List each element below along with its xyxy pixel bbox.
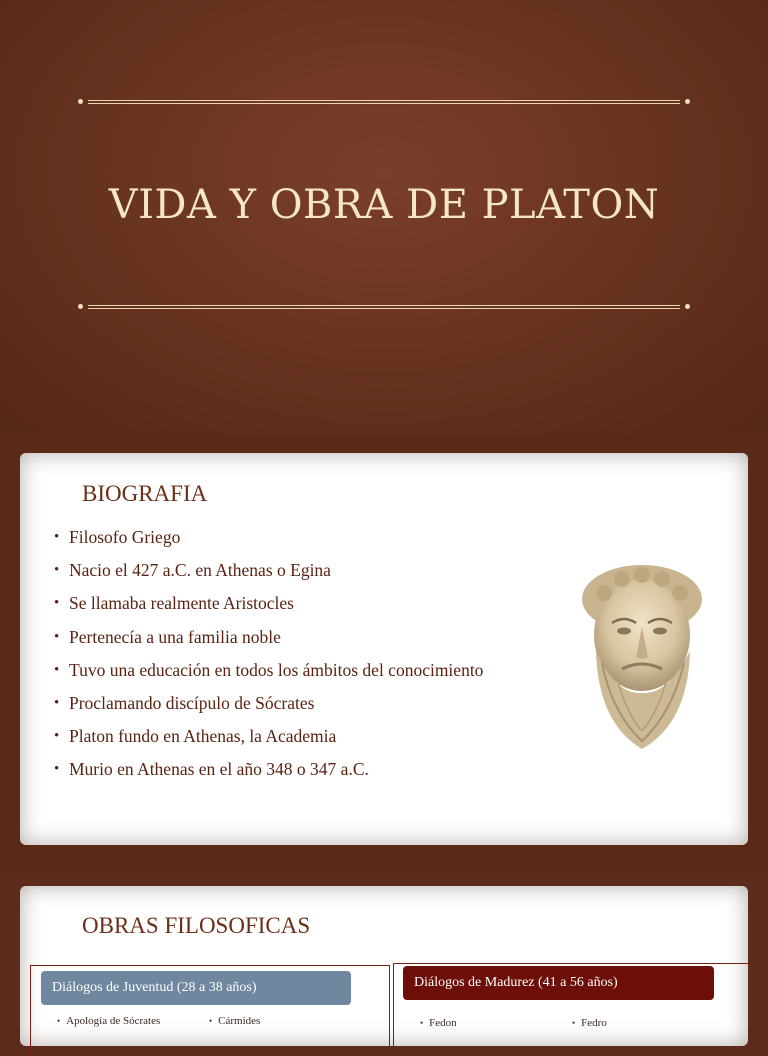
juventud-column: [30, 965, 390, 1056]
title-slide: [0, 0, 768, 434]
list-item: • Nacio el 427 a.C. en Athenas o Egina: [54, 558, 483, 591]
list-item: • Fedon: [420, 1017, 457, 1029]
list-item: • Tuvo una educación en todos los ámbitos del conocimiento: [54, 658, 483, 691]
madurez-label: Diálogos de Madurez (41 a 56 años): [403, 966, 714, 1000]
list-item: • Murio en Athenas en el año 348 o 347 a.C.: [54, 757, 483, 790]
biografia-slide: [20, 453, 748, 845]
plato-bust-image: [572, 563, 712, 757]
obras-heading: OBRAS FILOSOFICAS: [82, 913, 311, 938]
list-item: • Pertenecía a una familia noble: [54, 625, 483, 658]
list-item: • Platon fundo en Athenas, la Academia: [54, 724, 483, 757]
bottom-decorative-rule: [78, 305, 690, 310]
list-item: • Filosofo Griego: [54, 525, 483, 558]
list-item: • Cármides: [209, 1015, 260, 1027]
obras-slide: [20, 886, 748, 1046]
list-item: • Proclamando discípulo de Sócrates: [54, 691, 483, 724]
list-item: • Se llamaba realmente Aristocles: [54, 591, 483, 624]
biografia-heading: BIOGRAFIA: [82, 481, 208, 506]
list-item: • Apología de Sócrates: [57, 1015, 160, 1027]
juventud-label: Diálogos de Juventud (28 a 38 años): [41, 971, 351, 1005]
slide-title: VIDA Y OBRA DE PLATON: [108, 182, 660, 228]
list-item: • Fedro: [572, 1017, 607, 1029]
top-decorative-rule: [78, 100, 690, 105]
madurez-column: [393, 963, 750, 1054]
biografia-list: [54, 525, 483, 791]
